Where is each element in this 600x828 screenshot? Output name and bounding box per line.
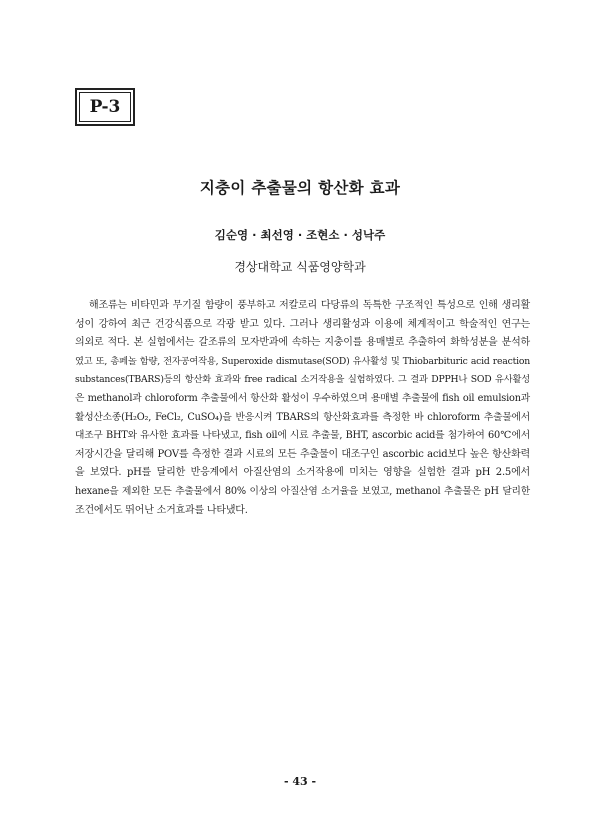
page-number: - 43 - (283, 775, 317, 788)
abstract-line: 활성산소종(H₂O₂, FeCl₂, CuSO₄)을 반응시켜 TBARS의 항산화효과를 측정한 바 chloroform 추출물에서 (75, 411, 530, 423)
abstract-line: 해조류는 비타민과 무기질 함량이 풍부하고 저칼로리 다당류의 독특한 구조적인 특성으로 인해 생리활 (89, 300, 530, 311)
abstract-line: 저장시간을 달리해 POV를 측정한 결과 시료의 모든 추출물이 대조구인 ascorbic acid보다 높은 항산화력 (75, 448, 530, 460)
affiliation: 경상대학교 식품영양학과 (234, 260, 366, 274)
abstract-line: 은 methanol과 chloroform 추출물에서 항산화 활성이 우수하였으며 용매별 추출물에 fish oil emulsion과 (75, 392, 530, 404)
paper-title: 지충이 추출물의 항산화 효과 (199, 179, 401, 197)
abstract-line: substances(TBARS)등의 항산화 효과와 free radical 소거작용을 실험하였다. 그 결과 DPPH나 SOD 유사활성 (75, 374, 530, 386)
abstract-line: 대조구 BHT와 유사한 효과를 나타냈고, fish oil에 시료 추출물, BHT, ascorbic acid를 첨가하여 60℃에서 (75, 430, 530, 442)
abstract-line: 조건에서도 뛰어난 소거효과를 나타냈다. (75, 504, 248, 516)
abstract (75, 297, 530, 520)
abstract-line: hexane을 제외한 모든 추출물에서 80% 이상의 아질산염 소거율을 보였고, methanol 추출물은 pH 달리한 (75, 485, 530, 497)
abstract-line: 을 보였다. pH를 달리한 반응계에서 아질산염의 소거작용에 미치는 영향을 실험한 결과 pH 2.5에서 (75, 467, 530, 479)
abstract-line: 였고 또, 총페놀 함량, 전자공여작용, Superoxide dismutase(SOD) 유사활성 및 Thiobarbituric acid reaction (75, 355, 530, 367)
paper-code-badge: P-3 (75, 88, 135, 126)
author-list: 김순영 · 최선영 · 조현소 · 성낙주 (214, 228, 386, 242)
abstract-line: 성이 강하여 최근 건강식품으로 각광 받고 있다. 그러나 생리활성과 이용에 체계적이고 학술적인 연구는 (75, 318, 530, 330)
abstract-line: 의외로 적다. 본 실험에서는 갈조류의 모자반과에 속하는 지충이를 용매별로 추출하여 화학성분을 분석하 (75, 337, 530, 349)
